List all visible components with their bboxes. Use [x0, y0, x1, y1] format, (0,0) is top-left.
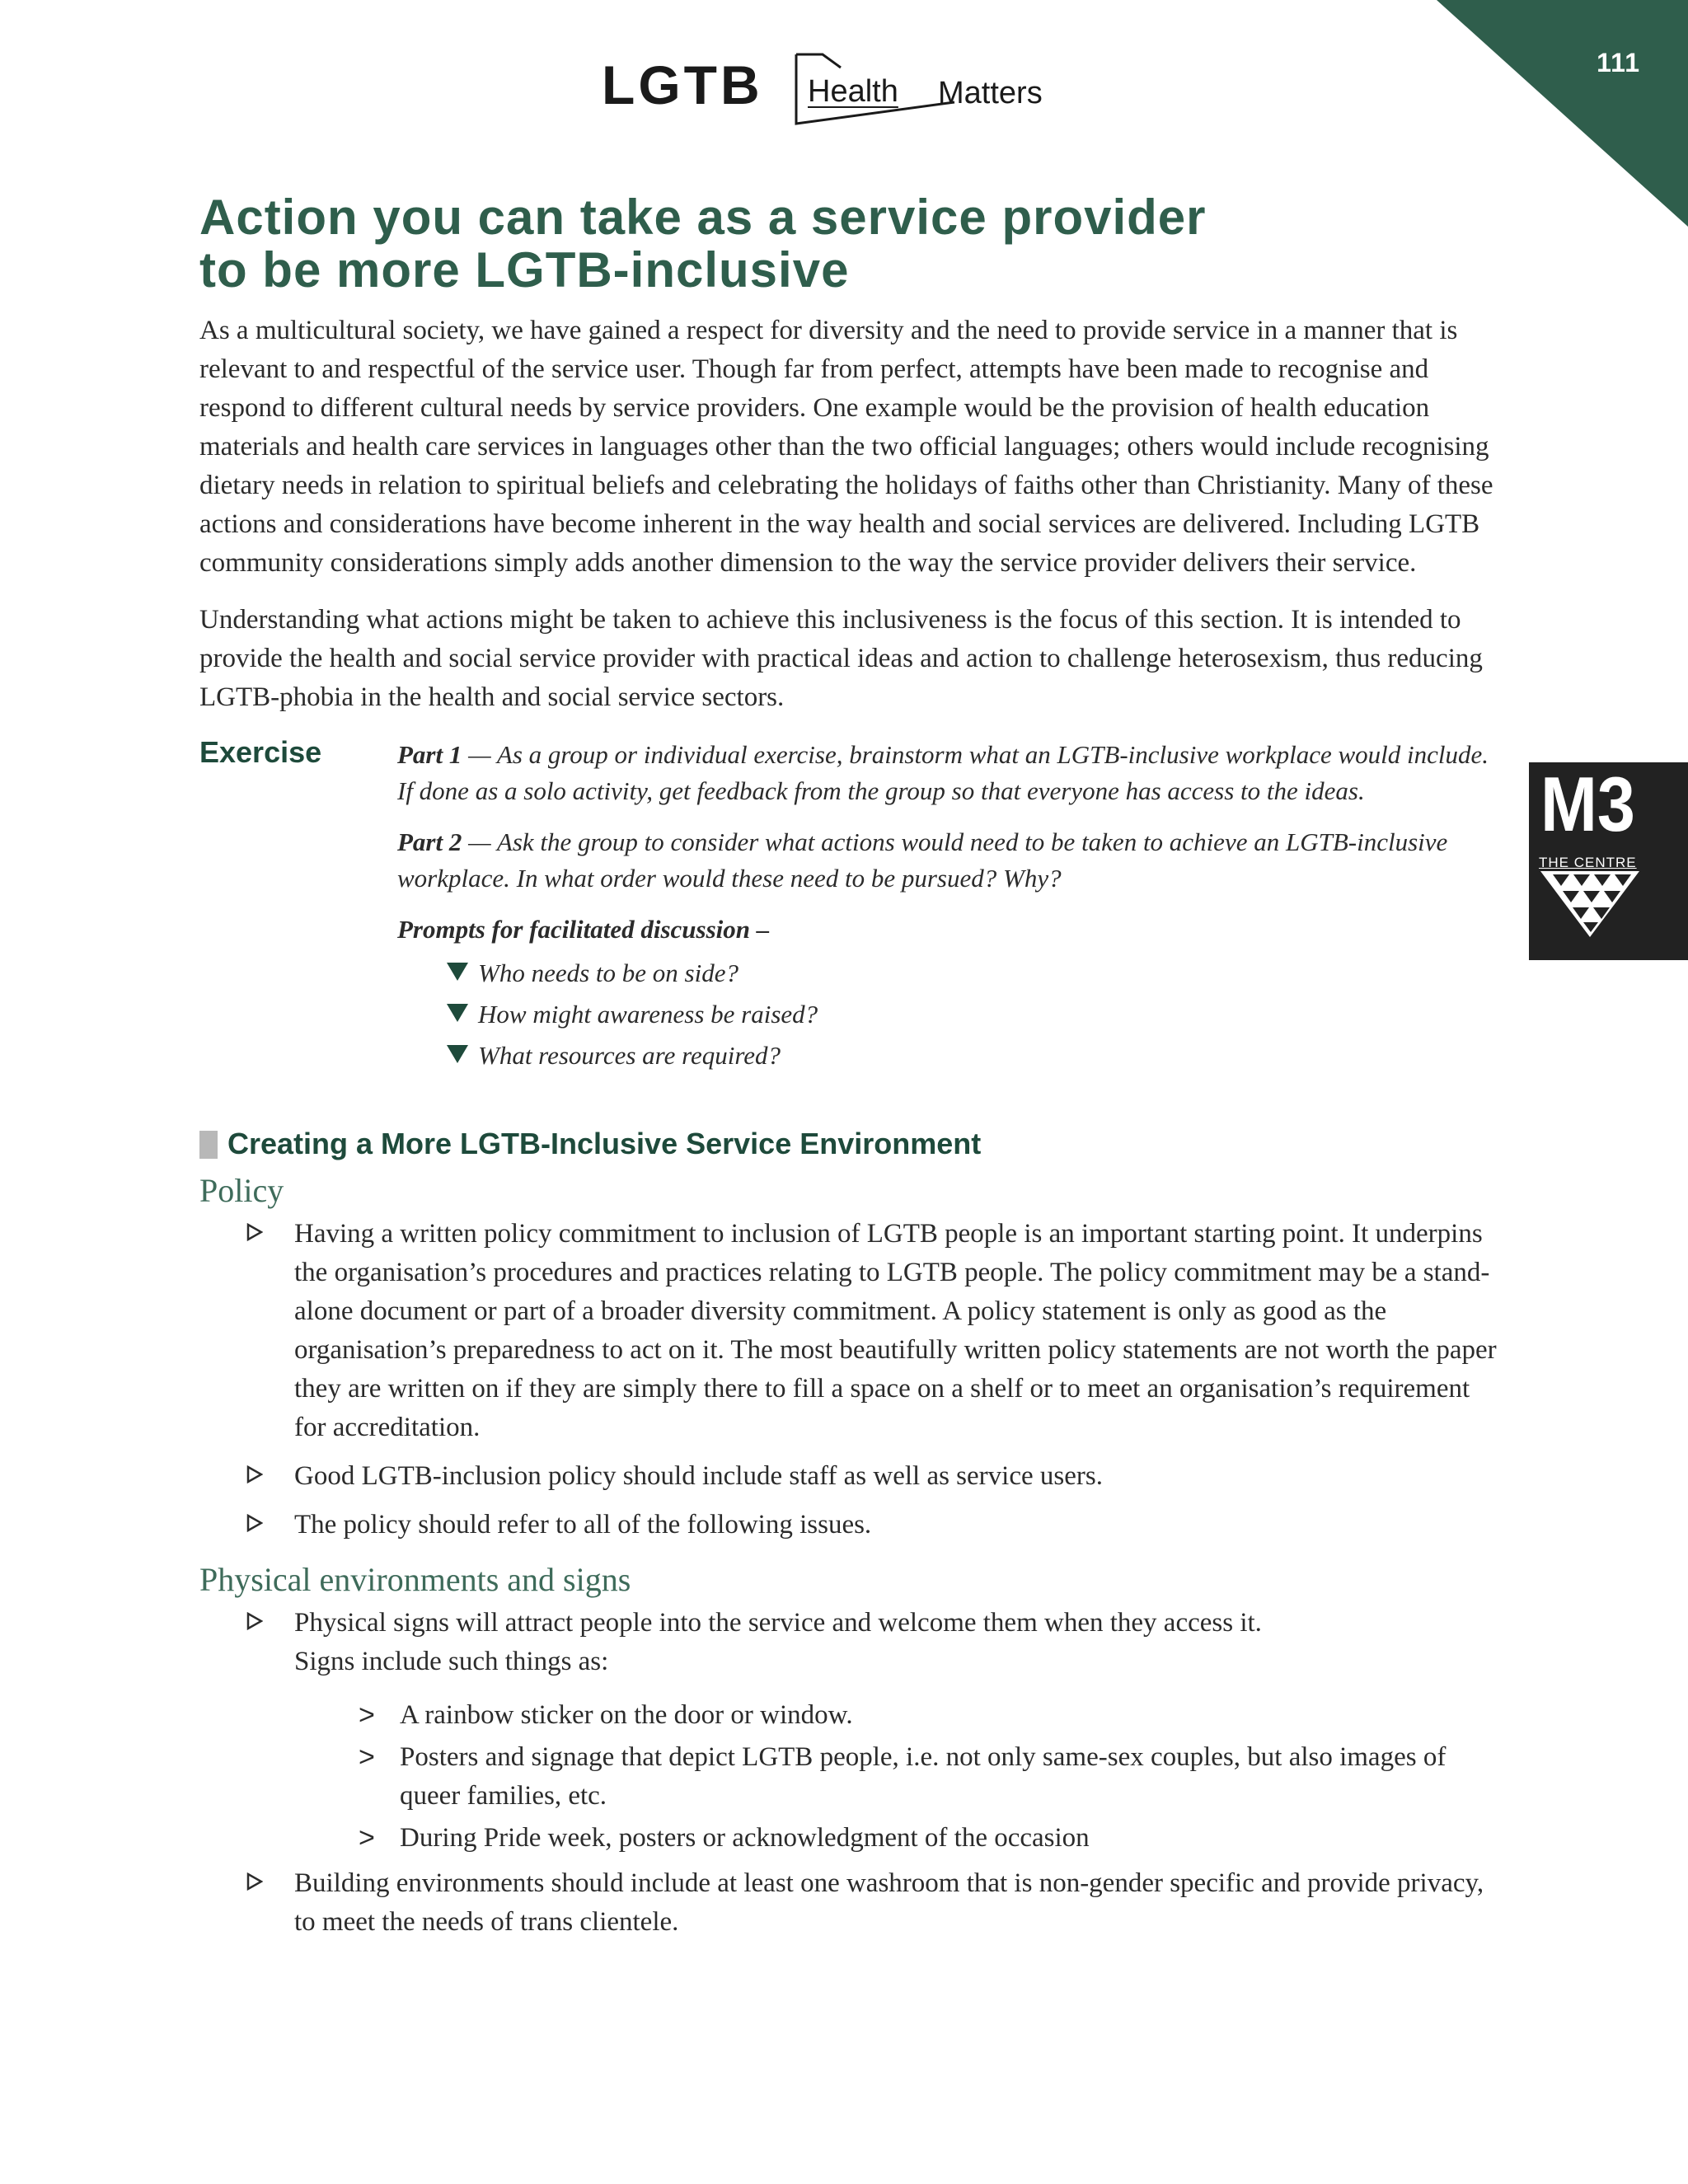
module-tab-label: M3 [1540, 761, 1635, 847]
part-2-text: — Ask the group to consider what actions would need to be taken to achieve an LGTB-inclusive workplace. In what order would these need to be pursued? Why? [397, 827, 1448, 893]
triangle-bullet-icon [447, 1045, 468, 1063]
chevron-right-icon: > [359, 1699, 375, 1731]
exercise-label: Exercise [199, 735, 322, 769]
module-tab [1529, 762, 1688, 960]
centre-triangle-logo [1540, 871, 1639, 937]
policy-list [199, 1215, 1502, 1544]
chevron-right-icon: > [359, 1822, 375, 1854]
page-title-line1: Action you can take as a service provider [199, 190, 1207, 245]
part-1-text: — As a group or individual exercise, brainstorm what an LGTB-inclusive workplace would include. If done as a solo activity, get feedback from the group so that everyone has access to the ideas. [397, 740, 1489, 805]
physical-heading: Physical environments and signs [199, 1561, 631, 1598]
list-item: Building environments should include at least one washroom that is non-gender specific and provide privacy, to meet the needs of trans clientele. [294, 1864, 1502, 1942]
page-title-line2: to be more LGTB-inclusive [199, 242, 850, 298]
list-item: Who needs to be on side? [447, 953, 1502, 994]
intro-paragraph-1: As a multicultural society, we have gained a respect for diversity and the need to provide service in a manner that is relevant to and respectful of the service user. Though far from perfect, attempts have been made to recognise and respond to different cultural needs by service providers. One example would be the provision of health education materials and health care services in languages other than the two official languages; others would include recognising dietary needs in relation to spiritual beliefs and celebrating the holidays of faiths other than Christianity. Many of these actions and considerations have become inherent in the way health and social services are delivered. Including LGTB community considerations simply adds another dimension to the way the service provider delivers their service. [199, 316, 1493, 578]
exercise-part-2 [397, 824, 1502, 897]
physical-list [199, 1604, 1502, 1681]
logo-matters: Matters [938, 76, 1043, 110]
hollow-triangle-bullet-icon [246, 1465, 263, 1483]
logo-health: Health [808, 74, 898, 109]
exercise-box [199, 737, 1502, 1076]
list-item: What resources are required? [447, 1035, 1502, 1076]
list-item: > A rainbow sticker on the door or window. [400, 1696, 1502, 1735]
prompts-heading: Prompts for facilitated discussion – [397, 915, 770, 944]
logo-lgtb: LGTB [602, 54, 763, 115]
chevron-right-icon: > [359, 1741, 375, 1773]
page-content [199, 191, 1502, 1957]
prompt-list [397, 953, 1502, 1076]
hollow-triangle-bullet-icon [246, 1223, 263, 1241]
list-item: > Posters and signage that depict LGTB people, i.e. not only same-sex couples, but also images of queer families, etc. [400, 1738, 1502, 1816]
header-logo [602, 51, 1104, 134]
part-1-label: Part 1 [397, 740, 462, 769]
part-2-label: Part 2 [397, 827, 462, 856]
list-item: > During Pride week, posters or acknowledgment of the occasion [400, 1819, 1502, 1858]
list-item: Good LGTB-inclusion policy should include staff as well as service users. [294, 1457, 1502, 1496]
building-list [199, 1864, 1502, 1942]
triangle-bullet-icon [447, 963, 468, 981]
list-item: Physical signs will attract people into the service and welcome them when they access it. Signs include such things as: [294, 1604, 1502, 1681]
hollow-triangle-bullet-icon [246, 1514, 263, 1532]
signs-list [199, 1696, 1502, 1858]
module-tab-org: THE CENTRE [1539, 855, 1637, 870]
hollow-triangle-bullet-icon [246, 1612, 263, 1630]
section-title: Creating a More LGTB-Inclusive Service Environment [199, 1126, 1502, 1162]
list-item: The policy should refer to all of the following issues. [294, 1506, 1502, 1544]
hollow-triangle-bullet-icon [246, 1872, 263, 1891]
list-item: How might awareness be raised? [447, 994, 1502, 1035]
policy-heading: Policy [199, 1172, 284, 1209]
exercise-part-1 [397, 737, 1502, 809]
intro-paragraph-2: Understanding what actions might be taken to achieve this inclusiveness is the focus of this section. It is intended to provide the health and social service provider with practical ideas and action to challenge heterosexism, thus reducing LGTB-phobia in the health and social service sectors. [199, 605, 1483, 712]
triangle-bullet-icon [447, 1004, 468, 1022]
list-item: Having a written policy commitment to inclusion of LGTB people is an important starting point. It underpins the organisation’s procedures and practices relating to LGTB people. The policy commitment may be a stand-alone document or part of a broader diversity commitment. A policy statement is only as good as the organisation’s preparedness to act on it. The most beautifully written policy statements are not worth the paper they are written on if they are simply there to fill a space on a shelf or to meet an organisation’s requirement for accreditation. [294, 1215, 1502, 1447]
page-title [199, 191, 1502, 297]
page-number: 111 [1597, 48, 1640, 77]
section-bar-icon [199, 1131, 218, 1159]
